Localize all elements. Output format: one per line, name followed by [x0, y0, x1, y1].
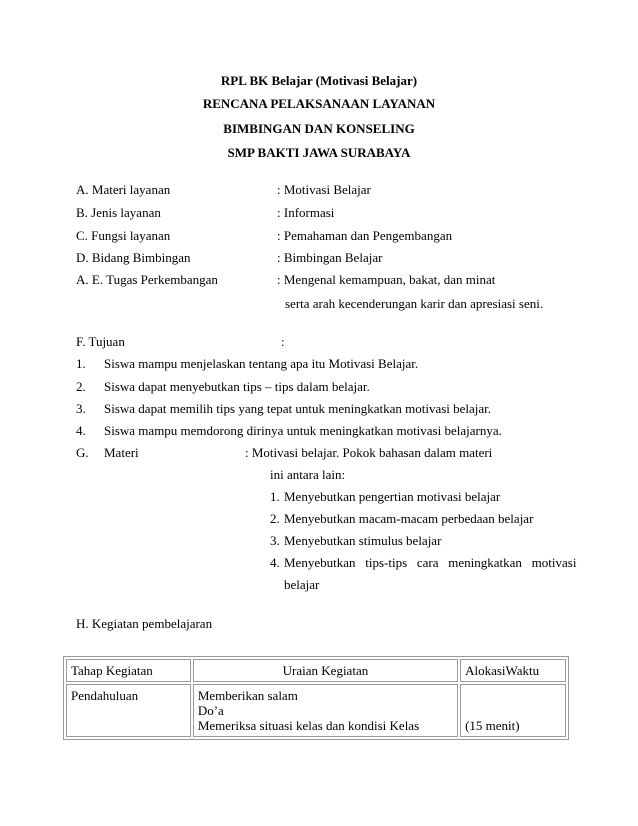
info-value-tugas: : Mengenal kemampuan, bakat, dan minat	[277, 272, 496, 287]
info-label-materi: A. Materi layanan	[76, 182, 171, 197]
materi-item: Menyebutkan tips-tips cara meningkatkan motivasi	[284, 555, 577, 570]
tujuan-item: Siswa mampu menjelaskan tentang apa itu Motivasi Belajar.	[104, 356, 419, 371]
table-header: AlokasiWaktu	[460, 659, 566, 682]
info-value-materi: : Motivasi Belajar	[277, 182, 371, 197]
doc-subtitle-1: RENCANA PELAKSANAAN LAYANAN	[202, 96, 436, 111]
kegiatan-label: H. Kegiatan pembelajaran	[76, 616, 213, 631]
materi-num: G.	[76, 445, 89, 460]
materi-value: : Motivasi belajar. Pokok bahasan dalam materi	[245, 445, 493, 460]
materi-item-cont: belajar	[284, 577, 320, 592]
info-label-jenis: B. Jenis layanan	[76, 205, 161, 220]
tujuan-num: 3.	[76, 401, 86, 416]
materi-value-cont: ini antara lain:	[270, 467, 346, 482]
table-cell-waktu: (15 menit)	[460, 684, 566, 737]
table-header: Uraian Kegiatan	[193, 659, 458, 682]
materi-item-num: 3.	[270, 533, 280, 548]
kegiatan-table	[63, 656, 569, 740]
tujuan-item: Siswa dapat memilih tips yang tepat untuk meningkatkan motivasi belajar.	[104, 401, 492, 416]
table-cell-uraian	[193, 684, 458, 737]
tujuan-item: Siswa mampu memdorong dirinya untuk meningkatkan motivasi belajarnya.	[104, 423, 502, 438]
table-header: Tahap Kegiatan	[66, 659, 191, 682]
info-value-jenis: : Informasi	[277, 205, 335, 220]
tujuan-num: 4.	[76, 423, 86, 438]
uraian-line: Memeriksa situasi kelas dan kondisi Kelas	[197, 718, 420, 733]
materi-item-num: 4.	[270, 555, 280, 570]
materi-item: Menyebutkan stimulus belajar	[284, 533, 442, 548]
doc-subtitle-2: BIMBINGAN DAN KONSELING	[223, 121, 415, 136]
tujuan-num: 2.	[76, 379, 86, 394]
table-cell-tahap: Pendahuluan	[66, 684, 191, 737]
info-value-fungsi: : Pemahaman dan Pengembangan	[277, 228, 453, 243]
tujuan-colon: :	[281, 334, 285, 349]
info-label-bidang: D. Bidang Bimbingan	[76, 250, 191, 265]
tujuan-label: F. Tujuan	[76, 334, 125, 349]
doc-title: RPL BK Belajar (Motivasi Belajar)	[220, 73, 418, 88]
materi-item-num: 1.	[270, 489, 280, 504]
tujuan-item: Siswa dapat menyebutkan tips – tips dalam belajar.	[104, 379, 370, 394]
tujuan-num: 1.	[76, 356, 86, 371]
table-header-row	[66, 659, 566, 682]
info-label-tugas: A. E. Tugas Perkembangan	[76, 272, 218, 287]
uraian-line: Memberikan salam	[197, 688, 298, 703]
info-label-fungsi: C. Fungsi layanan	[76, 228, 171, 243]
materi-label: Materi	[104, 445, 139, 460]
table-row	[66, 684, 566, 737]
materi-item: Menyebutkan macam-macam perbedaan belajar	[284, 511, 534, 526]
materi-item-num: 2.	[270, 511, 280, 526]
info-value-tugas-cont: serta arah kecenderungan karir dan apresiasi seni.	[285, 296, 544, 311]
info-value-bidang: : Bimbingan Belajar	[277, 250, 383, 265]
materi-item: Menyebutkan pengertian motivasi belajar	[284, 489, 501, 504]
doc-school: SMP BAKTI JAWA SURABAYA	[227, 145, 411, 160]
uraian-line: Do’a	[197, 703, 224, 718]
